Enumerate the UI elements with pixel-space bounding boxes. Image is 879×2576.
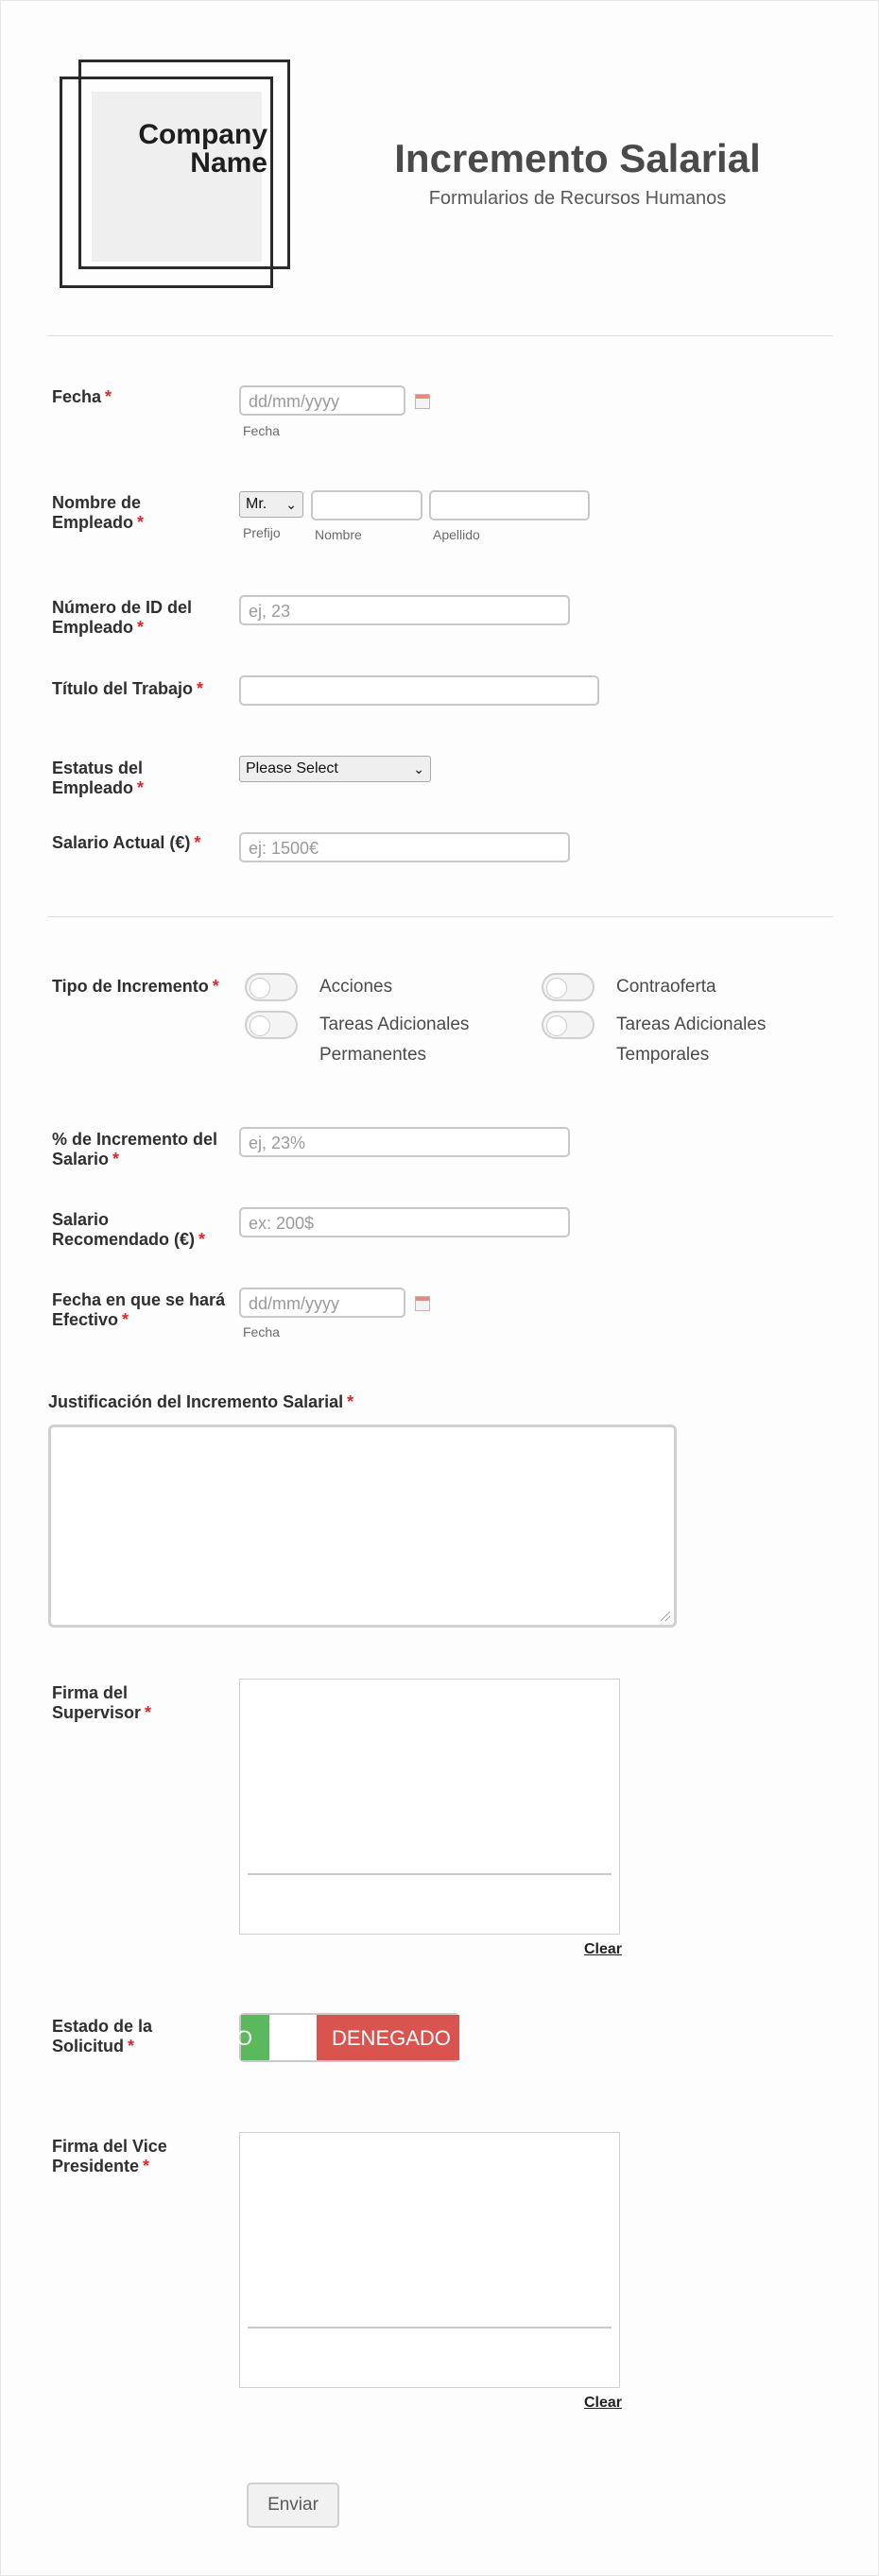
fecha-label: Fecha * — [52, 387, 112, 406]
efectivo-label: Fecha en que se hará Efectivo * — [52, 1290, 226, 1329]
fecha-sublabel: Fecha — [243, 423, 280, 438]
logo-text-line1: Company — [138, 119, 267, 150]
id-input[interactable]: ej, 23 — [239, 595, 570, 625]
divider — [48, 916, 833, 917]
estado-toggle[interactable] — [235, 2013, 459, 2062]
fecha-input[interactable]: dd/mm/yyyy — [239, 385, 405, 416]
first-name-input[interactable] — [311, 490, 422, 520]
chevron-down-icon: ⌄ — [285, 497, 297, 512]
signature-line — [248, 2327, 612, 2329]
chevron-down-icon: ⌄ — [413, 761, 424, 776]
signature-line — [248, 1873, 612, 1875]
prefix-select[interactable]: Mr. ⌄ — [239, 491, 303, 518]
toggle-acciones[interactable] — [245, 973, 298, 1001]
option-acciones-label: Acciones — [319, 977, 393, 997]
option-tareas-permanentes-label: Tareas Adicionales Permanentes — [319, 1015, 470, 1065]
resize-handle[interactable] — [661, 1612, 670, 1621]
titulo-input[interactable] — [239, 675, 599, 706]
option-tareas-temporales-label: Tareas Adicionales Temporales — [616, 1015, 767, 1065]
option-contraoferta-label: Contraoferta — [616, 977, 716, 997]
estado-knob — [269, 2015, 317, 2060]
nombre-label: Nombre de Empleado * — [52, 493, 145, 532]
tipo-label: Tipo de Incremento * — [52, 977, 219, 996]
firma-vp-clear-button[interactable]: Clear — [584, 2395, 623, 2411]
logo-text-line2: Name — [190, 147, 267, 179]
efectivo-sublabel: Fecha — [243, 1324, 280, 1339]
estado-denied-segment — [317, 2015, 459, 2060]
toggle-tareas-temporales[interactable] — [542, 1011, 595, 1039]
estado-approved-segment: O — [241, 2015, 269, 2060]
form-title: Incremento Salarial — [394, 136, 761, 180]
justificacion-textarea[interactable] — [48, 1424, 677, 1628]
toggle-contraoferta[interactable] — [542, 973, 595, 1001]
form-subtitle: Formularios de Recursos Humanos — [428, 188, 727, 209]
last-name-sublabel: Apellido — [433, 527, 480, 542]
estatus-label: Estatus del Empleado * — [52, 759, 145, 797]
calendar-icon[interactable] — [415, 1296, 430, 1311]
estatus-select[interactable]: Please Select ⌄ — [239, 756, 431, 782]
titulo-label: Título del Trabajo * — [52, 679, 204, 698]
efectivo-input[interactable]: dd/mm/yyyy — [239, 1288, 405, 1318]
porcentaje-input[interactable]: ej, 23% — [239, 1127, 570, 1157]
salario-input[interactable]: ej: 1500€ — [239, 832, 570, 862]
submit-button[interactable]: Enviar — [247, 2482, 339, 2528]
estado-denied-label: DENEGADO — [332, 2026, 451, 2050]
last-name-input[interactable] — [429, 490, 590, 520]
prefix-sublabel: Prefijo — [243, 525, 281, 540]
estado-label: Estado de la Solicitud * — [52, 2017, 153, 2056]
porcentaje-label: % de Incremento del Salario * — [52, 1130, 218, 1169]
calendar-icon[interactable] — [415, 394, 430, 409]
first-name-sublabel: Nombre — [315, 527, 362, 542]
firma-supervisor-pad[interactable] — [239, 1679, 620, 1935]
firma-supervisor-clear-button[interactable]: Clear — [584, 1941, 623, 1957]
recomendado-label: Salario Recomendado (€) * — [52, 1210, 206, 1249]
id-label: Número de ID del Empleado * — [52, 598, 193, 637]
salario-label: Salario Actual (€) * — [52, 833, 201, 852]
recomendado-input[interactable]: ex: 200$ — [239, 1207, 570, 1237]
toggle-tareas-permanentes[interactable] — [245, 1011, 298, 1039]
firma-vp-pad[interactable] — [239, 2132, 620, 2388]
divider — [48, 335, 833, 336]
company-logo — [60, 60, 296, 296]
firma-supervisor-label: Firma del Supervisor * — [52, 1683, 152, 1722]
justificacion-label: Justificación del Incremento Salarial * — [48, 1392, 354, 1411]
firma-vp-label: Firma del Vice Presidente * — [52, 2137, 167, 2175]
